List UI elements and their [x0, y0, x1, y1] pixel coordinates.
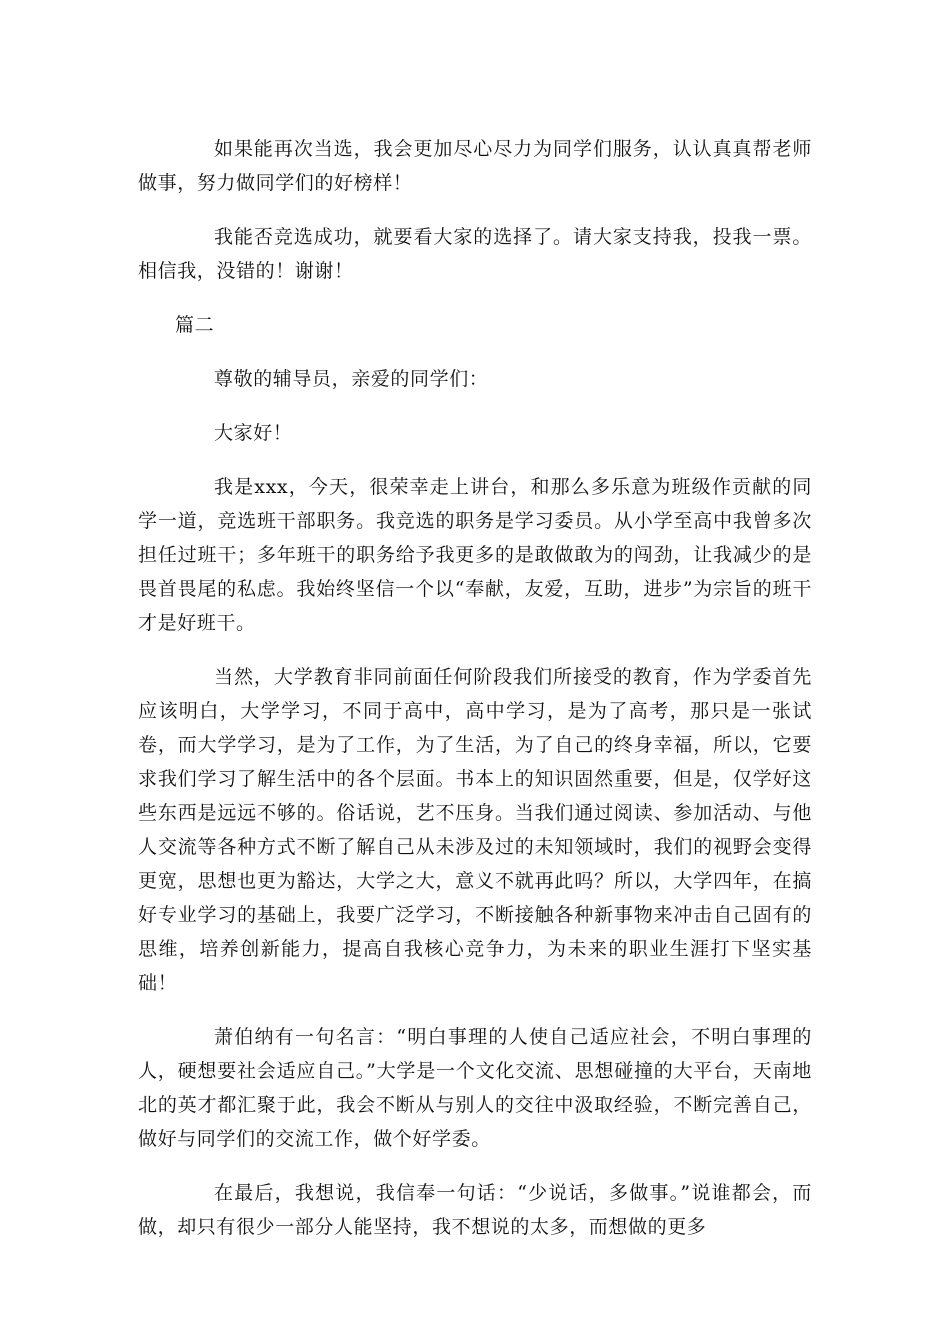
salutation: 尊敬的辅导员，亲爱的同学们：	[214, 368, 489, 390]
paragraph: 萧伯纳有一句名言：“明白事理的人使自己适应社会，不明白事理的人，硬想要社会适应自己。”大学是一个文化交流、思想碰撞的大平台，天南地北的英才都汇聚于此，我会不断从与别人的交往中汲取经验，不断完善自己，做好与同学们的交流工作，做个好学委。	[138, 1026, 812, 1150]
paragraph: 在最后，我想说，我信奉一句话：“少说话，多做事。”说谁都会，而做，却只有很少一部分人能坚持，我不想说的太多，而想做的更多	[138, 1182, 812, 1238]
paragraph: 我是xxx，今天，很荣幸走上讲台，和那么多乐意为班级作贡献的同学一道，竞选班干部职务。我竞选的职务是学习委员。从小学至高中我曾多次担任过班干；多年班干的职务给予我更多的是敢做敢为的闯劲，让我减少的是畏首畏尾的私虑。我始终坚信一个以“奉献，友爱，互助，进步”为宗旨的班干才是好班干。	[138, 476, 812, 634]
greeting: 大家好！	[214, 422, 293, 444]
paragraph: 如果能再次当选，我会更加尽心尽力为同学们服务，认认真真帮老师做事，努力做同学们的好榜样！	[138, 138, 812, 194]
paragraph: 当然，大学教育非同前面任何阶段我们所接受的教育，作为学委首先应该明白，大学学习，不同于高中，高中学习，是为了高考，那只是一张试卷，而大学学习，是为了工作，为了生活，为了自己的终身幸福，所以，它要求我们学习了解生活中的各个层面。书本上的知识固然重要，但是，仅学好这些东西是远远不够的。俗话说，艺不压身。当我们通过阅读、参加活动、与他人交流等各种方式不断了解自己从未涉及过的未知领域时，我们的视野会变得更宽，思想也更为豁达，大学之大，意义不就再此吗？所以，大学四年，在搞好专业学习的基础上，我要广泛学习，不断接触各种新事物来冲击自己固有的思维，培养创新能力，提高自我核心竞争力，为未来的职业生涯打下坚实基础！	[138, 666, 812, 994]
document-body	[138, 132, 812, 1264]
section-heading: 篇二	[175, 314, 215, 336]
paragraph: 我能否竞选成功，就要看大家的选择了。请大家支持我，投我一票。相信我，没错的！谢谢！	[138, 226, 812, 282]
